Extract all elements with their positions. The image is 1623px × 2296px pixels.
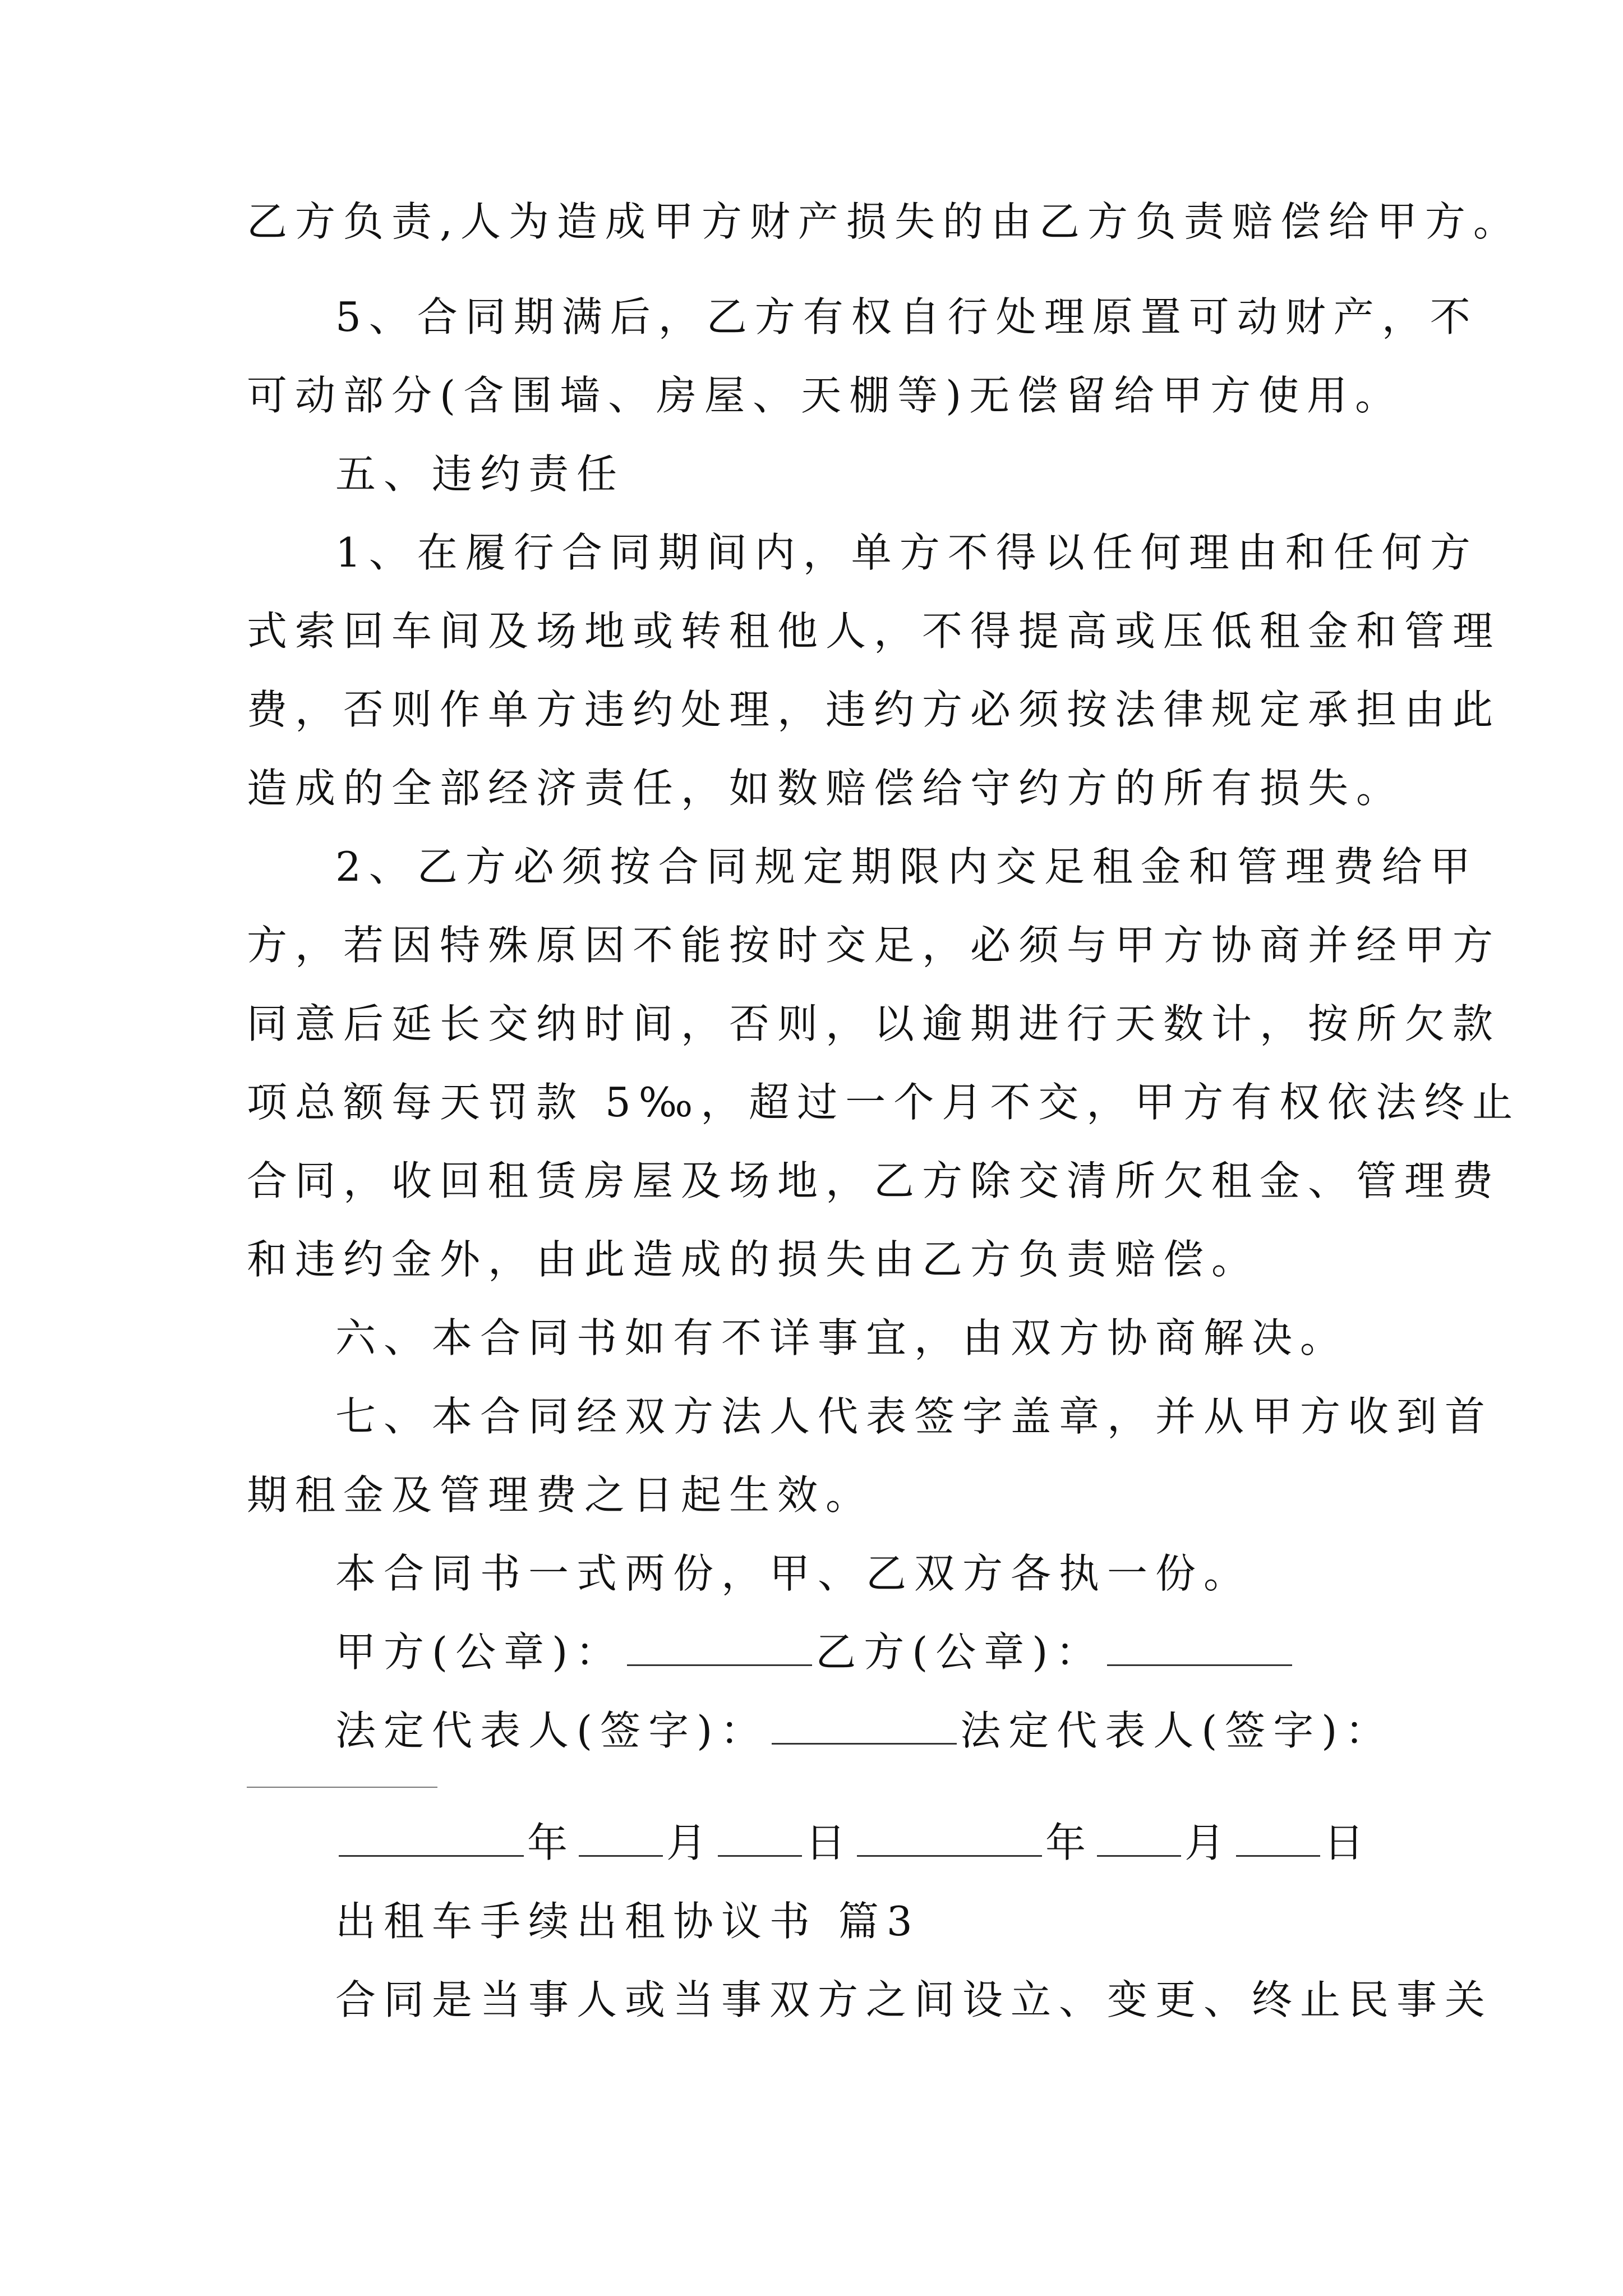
- day-a-label: 日: [805, 1819, 854, 1866]
- paragraph-line: 5、合同期满后，乙方有权自行处理原置可动财产，不: [335, 293, 1478, 341]
- day-b-label: 日: [1324, 1819, 1372, 1866]
- month-b-label: 月: [1184, 1819, 1233, 1866]
- party-b-seal-blank: [1107, 1627, 1292, 1666]
- seal-line: [335, 1624, 1295, 1680]
- paragraph-line: 乙方负责,人为造成甲方财产损失的由乙方负责赔偿给甲方。: [247, 198, 1521, 245]
- paragraph-line: 造成的全部经济责任，如数赔偿给守约方的所有损失。: [247, 765, 1405, 812]
- party-a-rep-label: 法定代表人(签字)：: [335, 1707, 769, 1754]
- paragraph-line: 项总额每天罚款 5‰，超过一个月不交，甲方有权依法终止: [247, 1079, 1521, 1126]
- signature-line: [335, 1703, 1393, 1759]
- party-a-rep-blank: [772, 1706, 957, 1745]
- year-a-label: 年: [527, 1819, 576, 1866]
- party-b-rep-label: 法定代表人(签字)：: [960, 1707, 1394, 1754]
- paragraph-line: 合同，收回租赁房屋及场地，乙方除交清所欠租金、管理费: [247, 1157, 1501, 1204]
- year-a-blank: [339, 1818, 524, 1857]
- month-b-blank: [1097, 1818, 1181, 1857]
- section-title: 出租车手续出租协议书 篇3: [335, 1898, 920, 1945]
- paragraph-line: 式索回车间及场地或转租他人，不得提高或压低租金和管理: [247, 608, 1501, 655]
- paragraph-line: 费，否则作单方违约处理，违约方必须按法律规定承担由此: [247, 686, 1501, 733]
- signature-blank-continued: [247, 1787, 437, 1788]
- paragraph-line: 1、在履行合同期间内，单方不得以任何理由和任何方: [335, 529, 1478, 576]
- paragraph-line: 2、乙方必须按合同规定期限内交足租金和管理费给甲: [335, 843, 1478, 890]
- party-a-seal-blank: [627, 1627, 812, 1666]
- paragraph-line: 方，若因特殊原因不能按时交足，必须与甲方协商并经甲方: [247, 922, 1501, 969]
- paragraph-line: 合同是当事人或当事双方之间设立、变更、终止民事关: [335, 1976, 1493, 2023]
- day-a-blank: [718, 1818, 802, 1857]
- month-a-label: 月: [666, 1819, 715, 1866]
- year-b-label: 年: [1045, 1819, 1094, 1866]
- paragraph-line: 和违约金外，由此造成的损失由乙方负责赔偿。: [247, 1236, 1260, 1283]
- paragraph-line: 七、本合同经双方法人代表签字盖章，并从甲方收到首: [335, 1393, 1493, 1440]
- paragraph-line: 可动部分(含围墙、房屋、天棚等)无偿留给甲方使用。: [247, 372, 1404, 419]
- year-b-blank: [857, 1818, 1042, 1857]
- section-heading: 五、违约责任: [335, 450, 625, 498]
- party-a-seal-label: 甲方(公章)：: [335, 1628, 624, 1676]
- month-a-blank: [579, 1818, 663, 1857]
- party-b-seal-label: 乙方(公章)：: [815, 1628, 1104, 1676]
- paragraph-line: 六、本合同书如有不详事宜，由双方协商解决。: [335, 1314, 1349, 1361]
- day-b-blank: [1236, 1818, 1320, 1857]
- date-line: [335, 1815, 1372, 1871]
- paragraph-line: 期租金及管理费之日起生效。: [247, 1471, 874, 1519]
- paragraph-line: 同意后延长交纳时间，否则，以逾期进行天数计，按所欠款: [247, 1000, 1501, 1047]
- paragraph-line: 本合同书一式两份，甲、乙双方各执一份。: [335, 1550, 1252, 1597]
